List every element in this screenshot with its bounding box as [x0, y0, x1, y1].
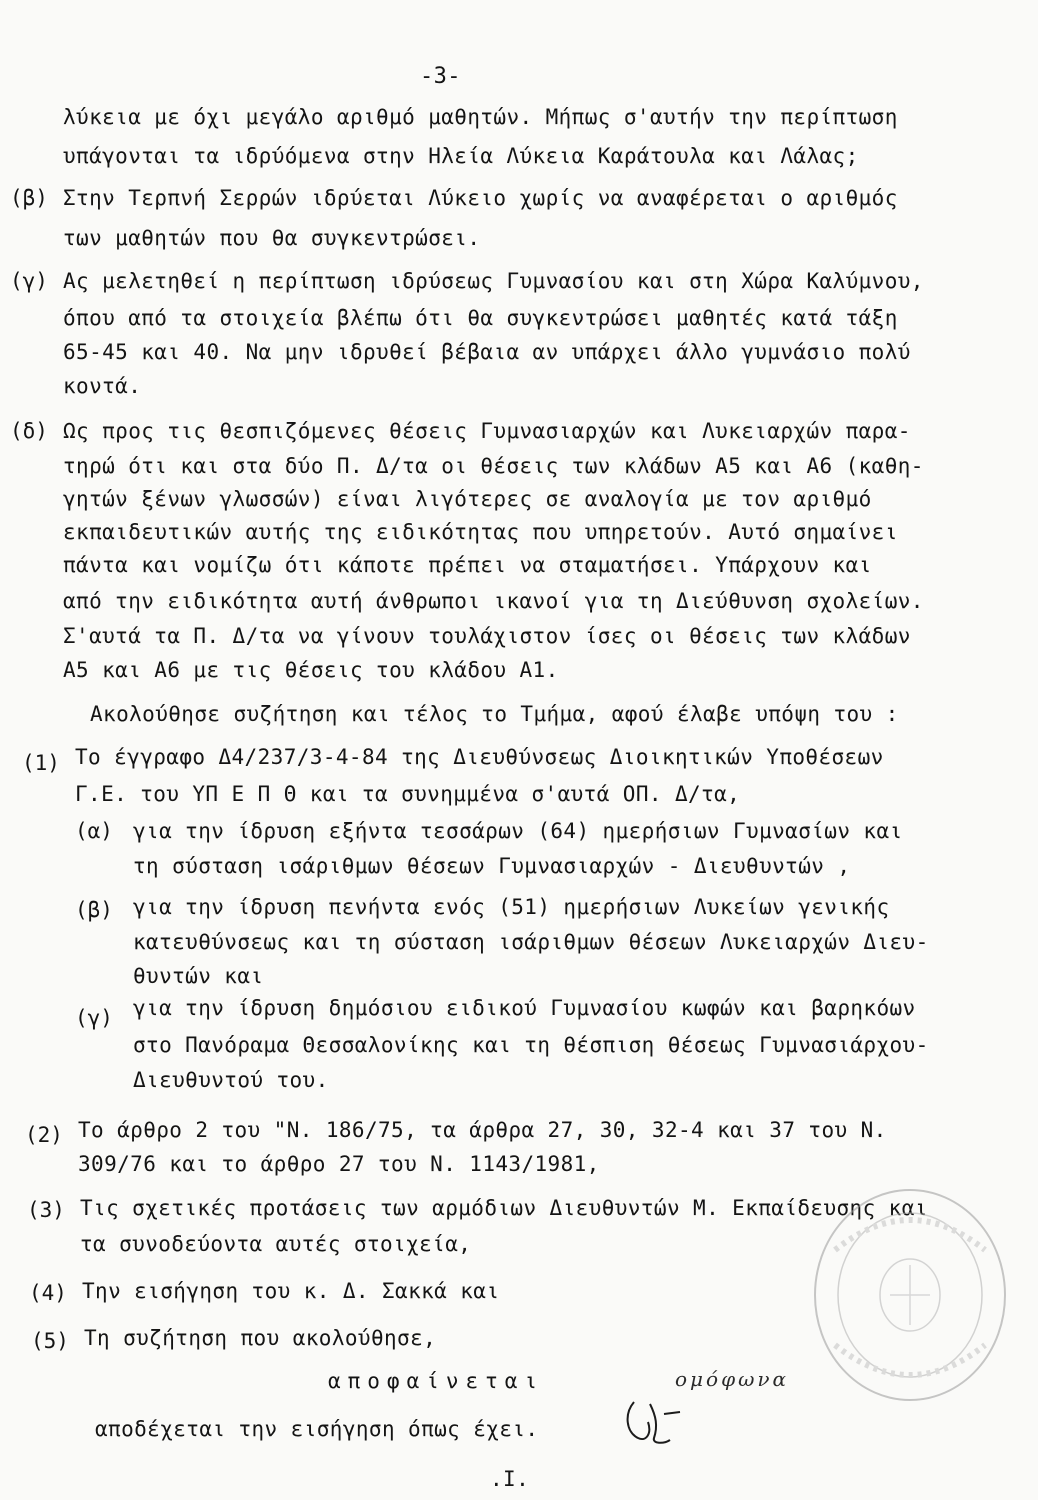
- item-marker: (2): [25, 1123, 63, 1147]
- text-line: Ας μελετηθεί η περίπτωση ιδρύσεως Γυμνασίου και στη Χώρα Καλύμνου,: [63, 269, 924, 293]
- text-line: Σ'αυτά τα Π. Δ/τα να γίνουν τουλάχιστον ίσες οι θέσεις των κλάδων: [63, 624, 911, 648]
- text-line: για την ίδρυση εξήντα τεσσάρων (64) ημερήσιων Γυμνασίων και: [133, 819, 903, 843]
- item-marker: (4): [29, 1281, 67, 1305]
- text-line: θυντών και: [133, 964, 264, 988]
- item-marker: (5): [31, 1329, 69, 1353]
- text-line: 65-45 και 40. Να μην ιδρυθεί βέβαια αν υπάρχει άλλο γυμνάσιο πολύ: [63, 340, 911, 364]
- text-line: Τη συζήτηση που ακολούθησε,: [84, 1326, 437, 1350]
- decision-word: αποφαίνεται: [328, 1369, 545, 1393]
- text-line: Την εισήγηση του κ. Δ. Σακκά και: [82, 1279, 500, 1303]
- item-marker: (γ): [75, 1006, 113, 1030]
- official-stamp-seal: [805, 1180, 1015, 1410]
- text-line: Το άρθρο 2 του "Ν. 186/75, τα άρθρα 27, 30, 32-4 και 37 του Ν.: [78, 1118, 887, 1142]
- item-marker: (β): [10, 186, 48, 210]
- text-line: εκπαιδευτικών αυτής της ειδικότητας που υπηρετούν. Αυτό σημαίνει: [63, 520, 898, 544]
- text-line: για την ίδρυση πενήντα ενός (51) ημερήσιων Λυκείων γενικής: [133, 895, 890, 919]
- item-marker: (3): [27, 1198, 65, 1222]
- text-line: τα συνοδεύοντα αυτές στοιχεία,: [80, 1232, 472, 1256]
- text-line: Στην Τερπνή Σερρών ιδρύεται Λύκειο χωρίς να αναφέρεται ο αριθμός: [63, 186, 898, 210]
- item-marker: (γ): [10, 269, 48, 293]
- text-line: τη σύσταση ισάριθμων θέσεων Γυμνασιαρχών - Διευθυντών ,: [133, 854, 851, 878]
- text-line: Διευθυντού του.: [133, 1068, 329, 1092]
- item-marker: (α): [75, 819, 113, 843]
- text-line: Ακολούθησε συζήτηση και τέλος το Τμήμα, αφού έλαβε υπόψη του :: [90, 702, 899, 726]
- text-line: λύκεια με όχι μεγάλο αριθμό μαθητών. Μήπως σ'αυτήν την περίπτωση: [63, 105, 898, 129]
- text-line: 309/76 και το άρθρο 27 του Ν. 1143/1981,: [78, 1152, 600, 1176]
- text-line: τηρώ ότι και στα δύο Π. Δ/τα οι θέσεις των κλάδων Α5 και Α6 (καθη-: [63, 454, 924, 478]
- text-line: στο Πανόραμα Θεσσαλονίκης και τη θέσπιση θέσεως Γυμνασιάρχου-: [133, 1033, 929, 1057]
- text-line: Τις σχετικές προτάσεις των αρμόδιων Διευθυντών Μ. Εκπαίδευσης και: [80, 1196, 928, 1220]
- item-marker: (δ): [10, 419, 48, 443]
- text-line: υπάγονται τα ιδρύόμενα στην Ηλεία Λύκεια Καράτουλα και Λάλας;: [63, 144, 859, 168]
- text-line: από την ειδικότητα αυτή άνθρωποι ικανοί για τη Διεύθυνση σχολείων.: [63, 589, 924, 613]
- text-line: πάντα και νομίζω ότι κάποτε πρέπει να σταματήσει. Υπάρχουν και: [63, 553, 872, 577]
- text-line: Α5 και Α6 με τις θέσεις του κλάδου Α1.: [63, 658, 559, 682]
- text-line: γητών ξένων γλωσσών) είναι λιγότερες σε αναλογία με τον αριθμό: [63, 487, 872, 511]
- handwritten-note: ομόφωνα: [675, 1367, 790, 1391]
- text-line: Γ.Ε. του ΥΠ Ε Π Θ και τα συνημμένα σ'αυτά ΟΠ. Δ/τα,: [75, 782, 741, 806]
- text-line: κοντά.: [63, 374, 142, 398]
- signature-initials: [620, 1392, 690, 1452]
- page-number: -3-: [420, 64, 461, 89]
- item-marker: (β): [75, 898, 113, 922]
- text-line: όπου από τα στοιχεία βλέπω ότι θα συγκεντρώσει μαθητές κατά τάξη: [63, 306, 898, 330]
- text-line: για την ίδρυση δημόσιου ειδικού Γυμνασίου κωφών και βαρηκόων: [133, 996, 916, 1020]
- text-line: αποδέχεται την εισήγηση όπως έχει.: [95, 1417, 539, 1441]
- item-marker: (1): [22, 751, 60, 775]
- text-line: κατευθύνσεως και τη σύσταση ισάριθμων θέσεων Λυκειαρχών Διευ-: [133, 930, 929, 954]
- text-line: Το έγγραφο Δ4/237/3-4-84 της Διευθύνσεως Διοικητικών Υποθέσεων: [75, 745, 884, 769]
- text-line: των μαθητών που θα συγκεντρώσει.: [63, 226, 481, 250]
- continuation-mark: .Ι.: [490, 1467, 530, 1491]
- text-line: Ως προς τις θεσπιζόμενες θέσεις Γυμνασιαρχών και Λυκειαρχών παρα-: [63, 419, 911, 443]
